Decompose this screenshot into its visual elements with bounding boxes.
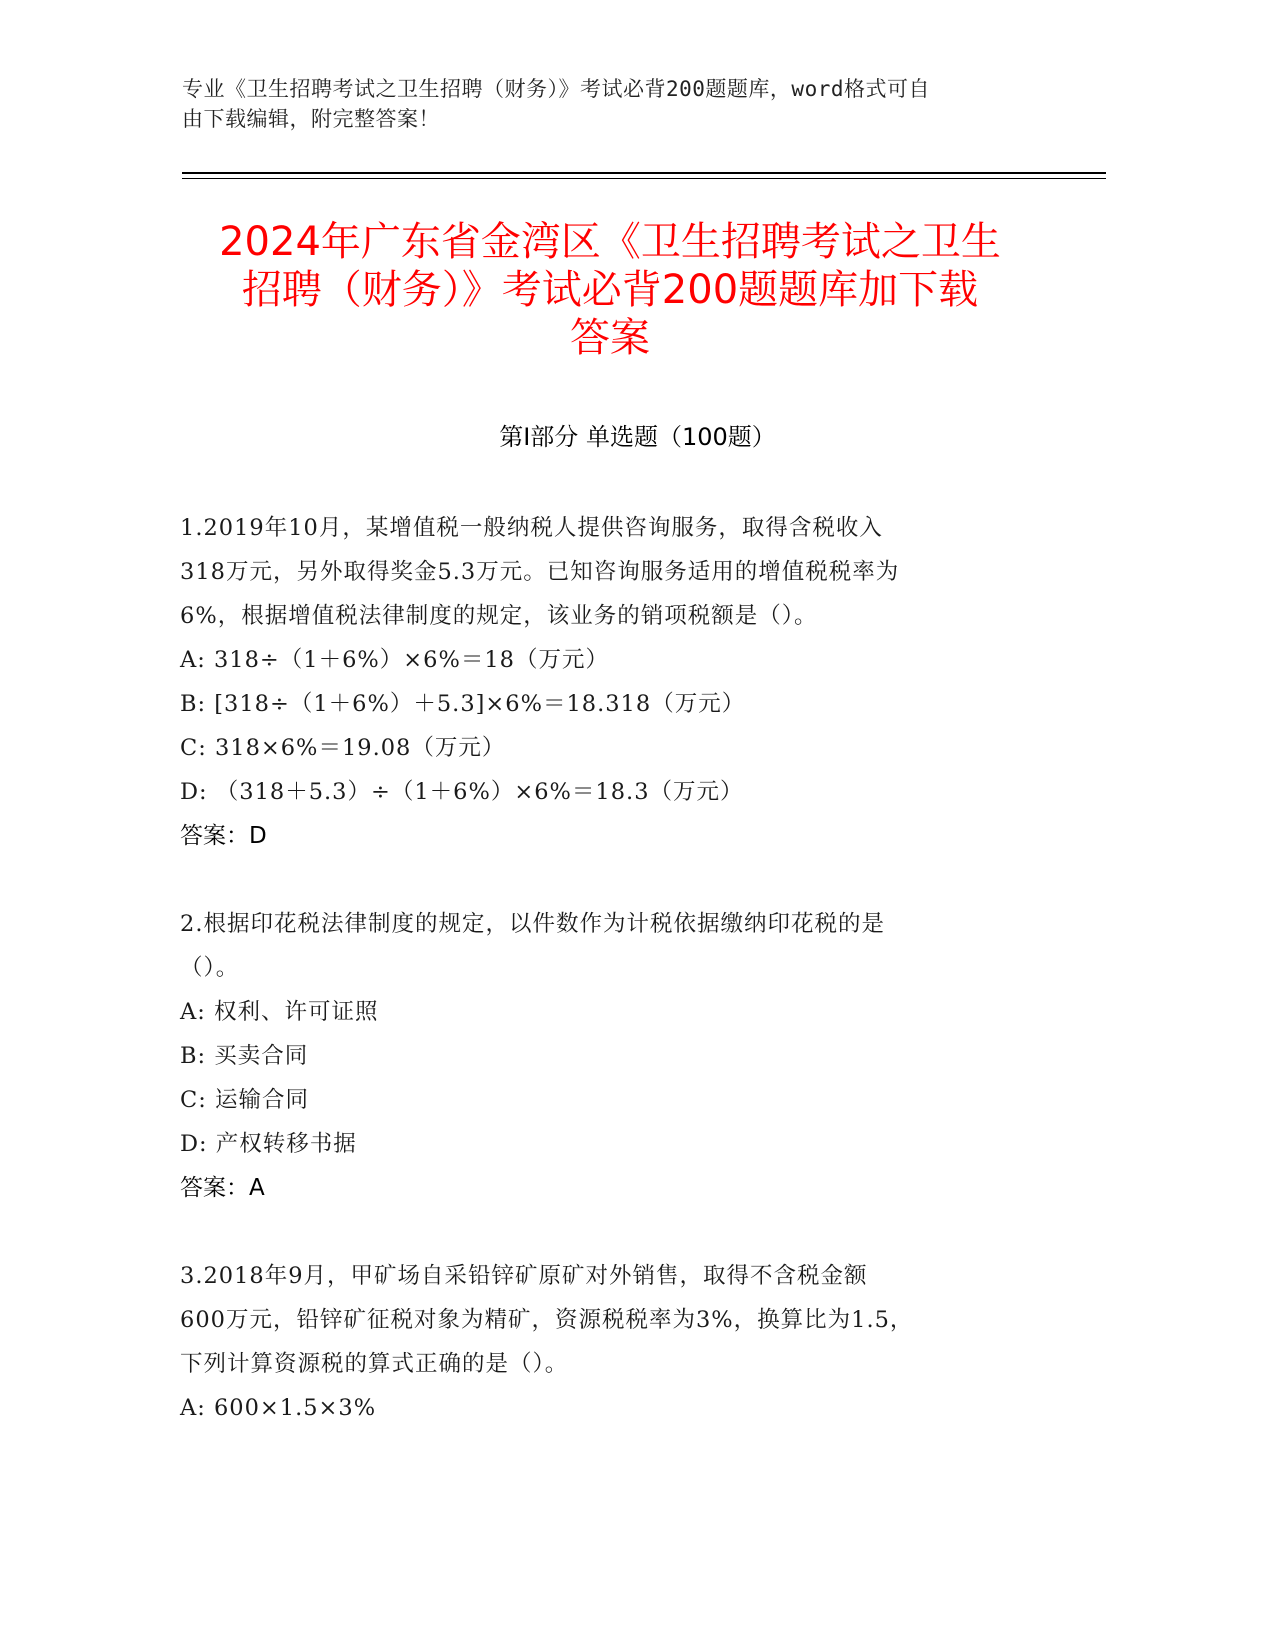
header-divider-thick <box>182 172 1106 174</box>
option-a: A: 权利、许可证照 <box>180 999 379 1025</box>
question-spacer <box>180 1210 1060 1254</box>
question-stem-line: （）。 <box>180 955 240 981</box>
question-spacer <box>180 858 1060 902</box>
header-note <box>182 74 1042 134</box>
option-c: C: 318×6%＝19.08（万元） <box>180 735 506 761</box>
header-note-line: 专业《卫生招聘考试之卫生招聘（财务）》考试必背200题题库，word格式可自 <box>182 77 930 101</box>
answer-line: 答案：D <box>180 823 267 849</box>
question-stem-line: 2.根据印花税法律制度的规定，以件数作为计税依据缴纳印花税的是 <box>180 911 885 937</box>
answer-line: 答案：A <box>180 1175 265 1201</box>
question-stem-line: 318万元，另外取得奖金5.3万元。已知咨询服务适用的增值税税率为 <box>180 559 900 585</box>
question-item <box>180 506 1060 858</box>
header-divider-thin <box>182 178 1106 179</box>
option-c: C: 运输合同 <box>180 1087 309 1113</box>
document-title <box>160 218 1060 362</box>
option-a: A: 318÷（1＋6%）×6%＝18（万元） <box>180 647 609 673</box>
option-d: D: （318＋5.3）÷（1＋6%）×6%＝18.3（万元） <box>180 779 744 805</box>
document-title-line: 答案 <box>570 315 650 361</box>
question-stem-line: 6%，根据增值税法律制度的规定，该业务的销项税额是（）。 <box>180 603 818 629</box>
header-note-line: 由下载编辑，附完整答案！ <box>182 107 440 131</box>
question-stem-line: 1.2019年10月，某增值税一般纳税人提供咨询服务，取得含税收入 <box>180 515 883 541</box>
option-b: B: 买卖合同 <box>180 1043 309 1069</box>
question-stem-line: 600万元，铅锌矿征税对象为精矿，资源税税率为3%，换算比为1.5， <box>180 1307 914 1333</box>
question-stem-line: 3.2018年9月，甲矿场自采铅锌矿原矿对外销售，取得不含税金额 <box>180 1263 868 1289</box>
document-title-line: 招聘（财务）》考试必背200题题库加下载 <box>241 267 979 313</box>
option-a: A: 600×1.5×3% <box>180 1395 377 1421</box>
question-list <box>180 506 1060 1430</box>
section-heading: 第Ⅰ部分 单选题（100题） <box>499 423 776 451</box>
question-item <box>180 902 1060 1210</box>
question-stem-line: 下列计算资源税的算式正确的是（）。 <box>180 1351 569 1377</box>
question-item <box>180 1254 1060 1430</box>
option-d: D: 产权转移书据 <box>180 1131 357 1157</box>
document-title-line: 2024年广东省金湾区《卫生招聘考试之卫生 <box>219 219 1001 265</box>
option-b: B: [318÷（1＋6%）＋5.3]×6%＝18.318（万元） <box>180 691 746 717</box>
